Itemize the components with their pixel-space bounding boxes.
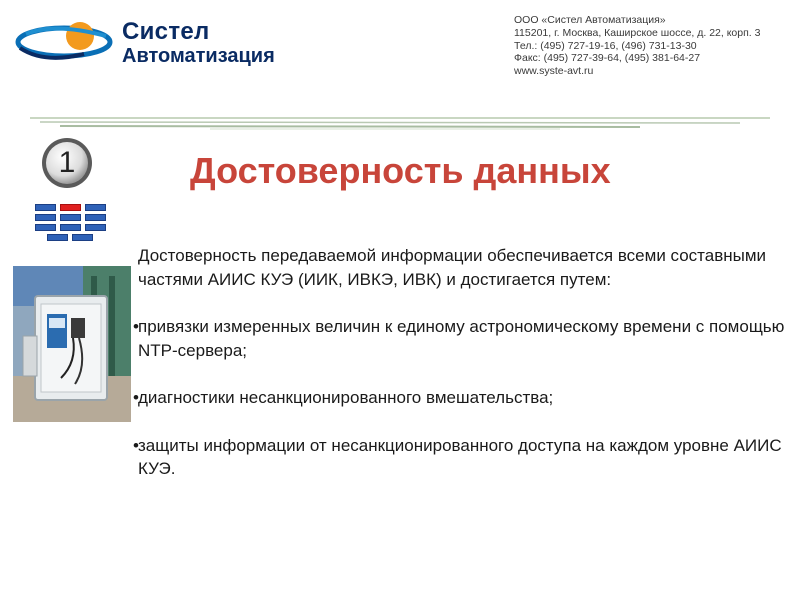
list-item [133, 434, 788, 481]
logo-name-line1: Систел [122, 18, 210, 45]
slide-body [133, 244, 788, 505]
slide-title: Достоверность данных [190, 150, 611, 191]
contact-website: www.syste-avt.ru [514, 65, 594, 78]
numbered-circle-badge-icon [40, 136, 94, 190]
header-divider [0, 112, 800, 132]
step-number: 1 [58, 146, 76, 179]
bullet-dot-icon: • [133, 317, 139, 336]
logo-swoosh-icon [14, 12, 124, 68]
contact-phone: Тел.: (495) 727-19-16, (496) 731-13-30 [514, 39, 697, 52]
list-item [133, 315, 788, 362]
list-item-text: защиты информации от несанкционированного доступа на каждом уровне АИИС КУЭ. [138, 435, 782, 478]
company-contacts [514, 14, 760, 78]
bullet-dot-icon: • [133, 388, 139, 407]
meter-cabinet-photo [13, 266, 131, 422]
list-item-text: диагностики несанкционированного вмешательства; [138, 388, 554, 407]
logo-name-line2: Автоматизация [122, 45, 275, 67]
contact-fax: Факс: (495) 727-39-64, (495) 381-64-27 [514, 52, 701, 65]
bullet-dot-icon: • [133, 435, 139, 455]
list-item-text: привязки измеренных величин к единому астрономическому времени с помощью NTP-сервера; [138, 317, 785, 360]
intro-paragraph: Достоверность передаваемой информации обеспечивается всеми составными частями АИИС КУЭ (ИИК, ИВКЭ, ИВК) и достигается путем: [138, 246, 767, 289]
company-logo [14, 12, 314, 72]
list-item [133, 386, 788, 410]
contact-address: 115201, г. Москва, Каширское шоссе, д. 22, корп. 3 [514, 26, 761, 39]
grid-blocks-icon [35, 204, 109, 244]
contact-company-name: ООО «Систел Автоматизация» [514, 14, 666, 26]
